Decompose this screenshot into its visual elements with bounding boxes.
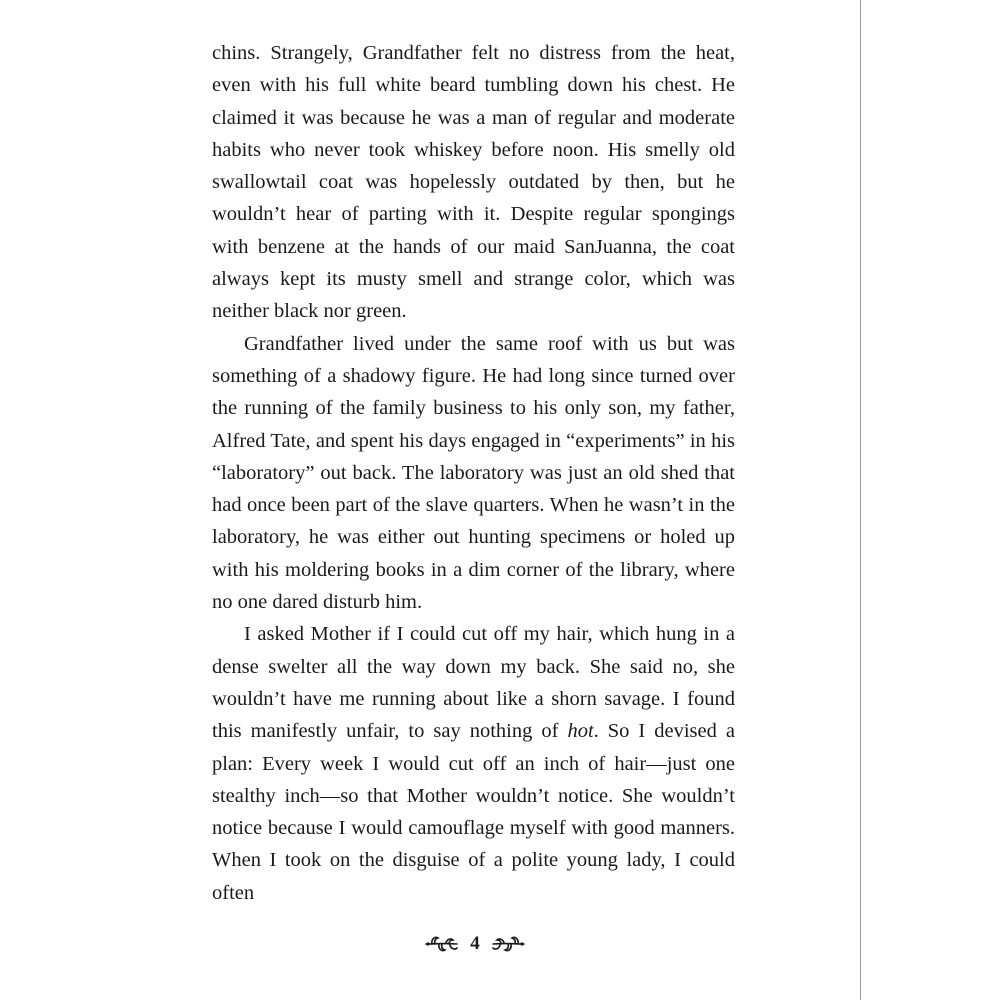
- page-number: 4: [470, 933, 480, 954]
- paragraph-3-text-a: I asked Mother if I could cut off my hair, which hung in a dense swelter all the way down my back. She said no, she wouldn’t have me running about like a shorn savage. I found this manifestly unfair, to say nothing of: [212, 623, 735, 743]
- paragraph-2: [212, 328, 735, 619]
- paragraph-3-italic-word: hot: [567, 720, 594, 743]
- page-footer: [420, 930, 530, 958]
- paragraph-1: [212, 37, 735, 328]
- body-text: [212, 37, 735, 909]
- paragraph-1-text: chins. Strangely, Grandfather felt no distress from the heat, even with his full white beard tumbling down his chest. He claimed it was because he was a man of regular and moderate habits who never took whiskey before noon. His smelly old swallowtail coat was hopelessly outdated by then, but he wouldn’t hear of parting with it. Despite regular spongings with benzene at the hands of our maid SanJuanna, the coat always kept its musty smell and strange color, which was neither black nor green.: [212, 42, 735, 323]
- floral-ornament-right-icon: [490, 933, 526, 955]
- paragraph-2-text: Grandfather lived under the same roof with us but was something of a shadowy figure. He had long since turned over the running of the family business to his only son, my father, Alfred Tate, and spent his days engaged in “experiments” in his “laboratory” out back. The laboratory was just an old shed that had once been part of the slave quarters. When he wasn’t in the laboratory, he was either out hunting specimens or holed up with his moldering books in a dim corner of the library, where no one dared disturb him.: [212, 332, 735, 614]
- paragraph-3-text-b: . So I devised a plan: Every week I would cut off an inch of hair—just one stealthy inch—so that Mother wouldn’t notice. She wouldn’t notice because I would camouflage myself with good manners. When I took on the disguise of a polite young lady, I could often: [212, 720, 735, 904]
- floral-ornament-left-icon: [424, 933, 460, 955]
- page-edge-line: [860, 0, 861, 1000]
- paragraph-3: [212, 618, 735, 909]
